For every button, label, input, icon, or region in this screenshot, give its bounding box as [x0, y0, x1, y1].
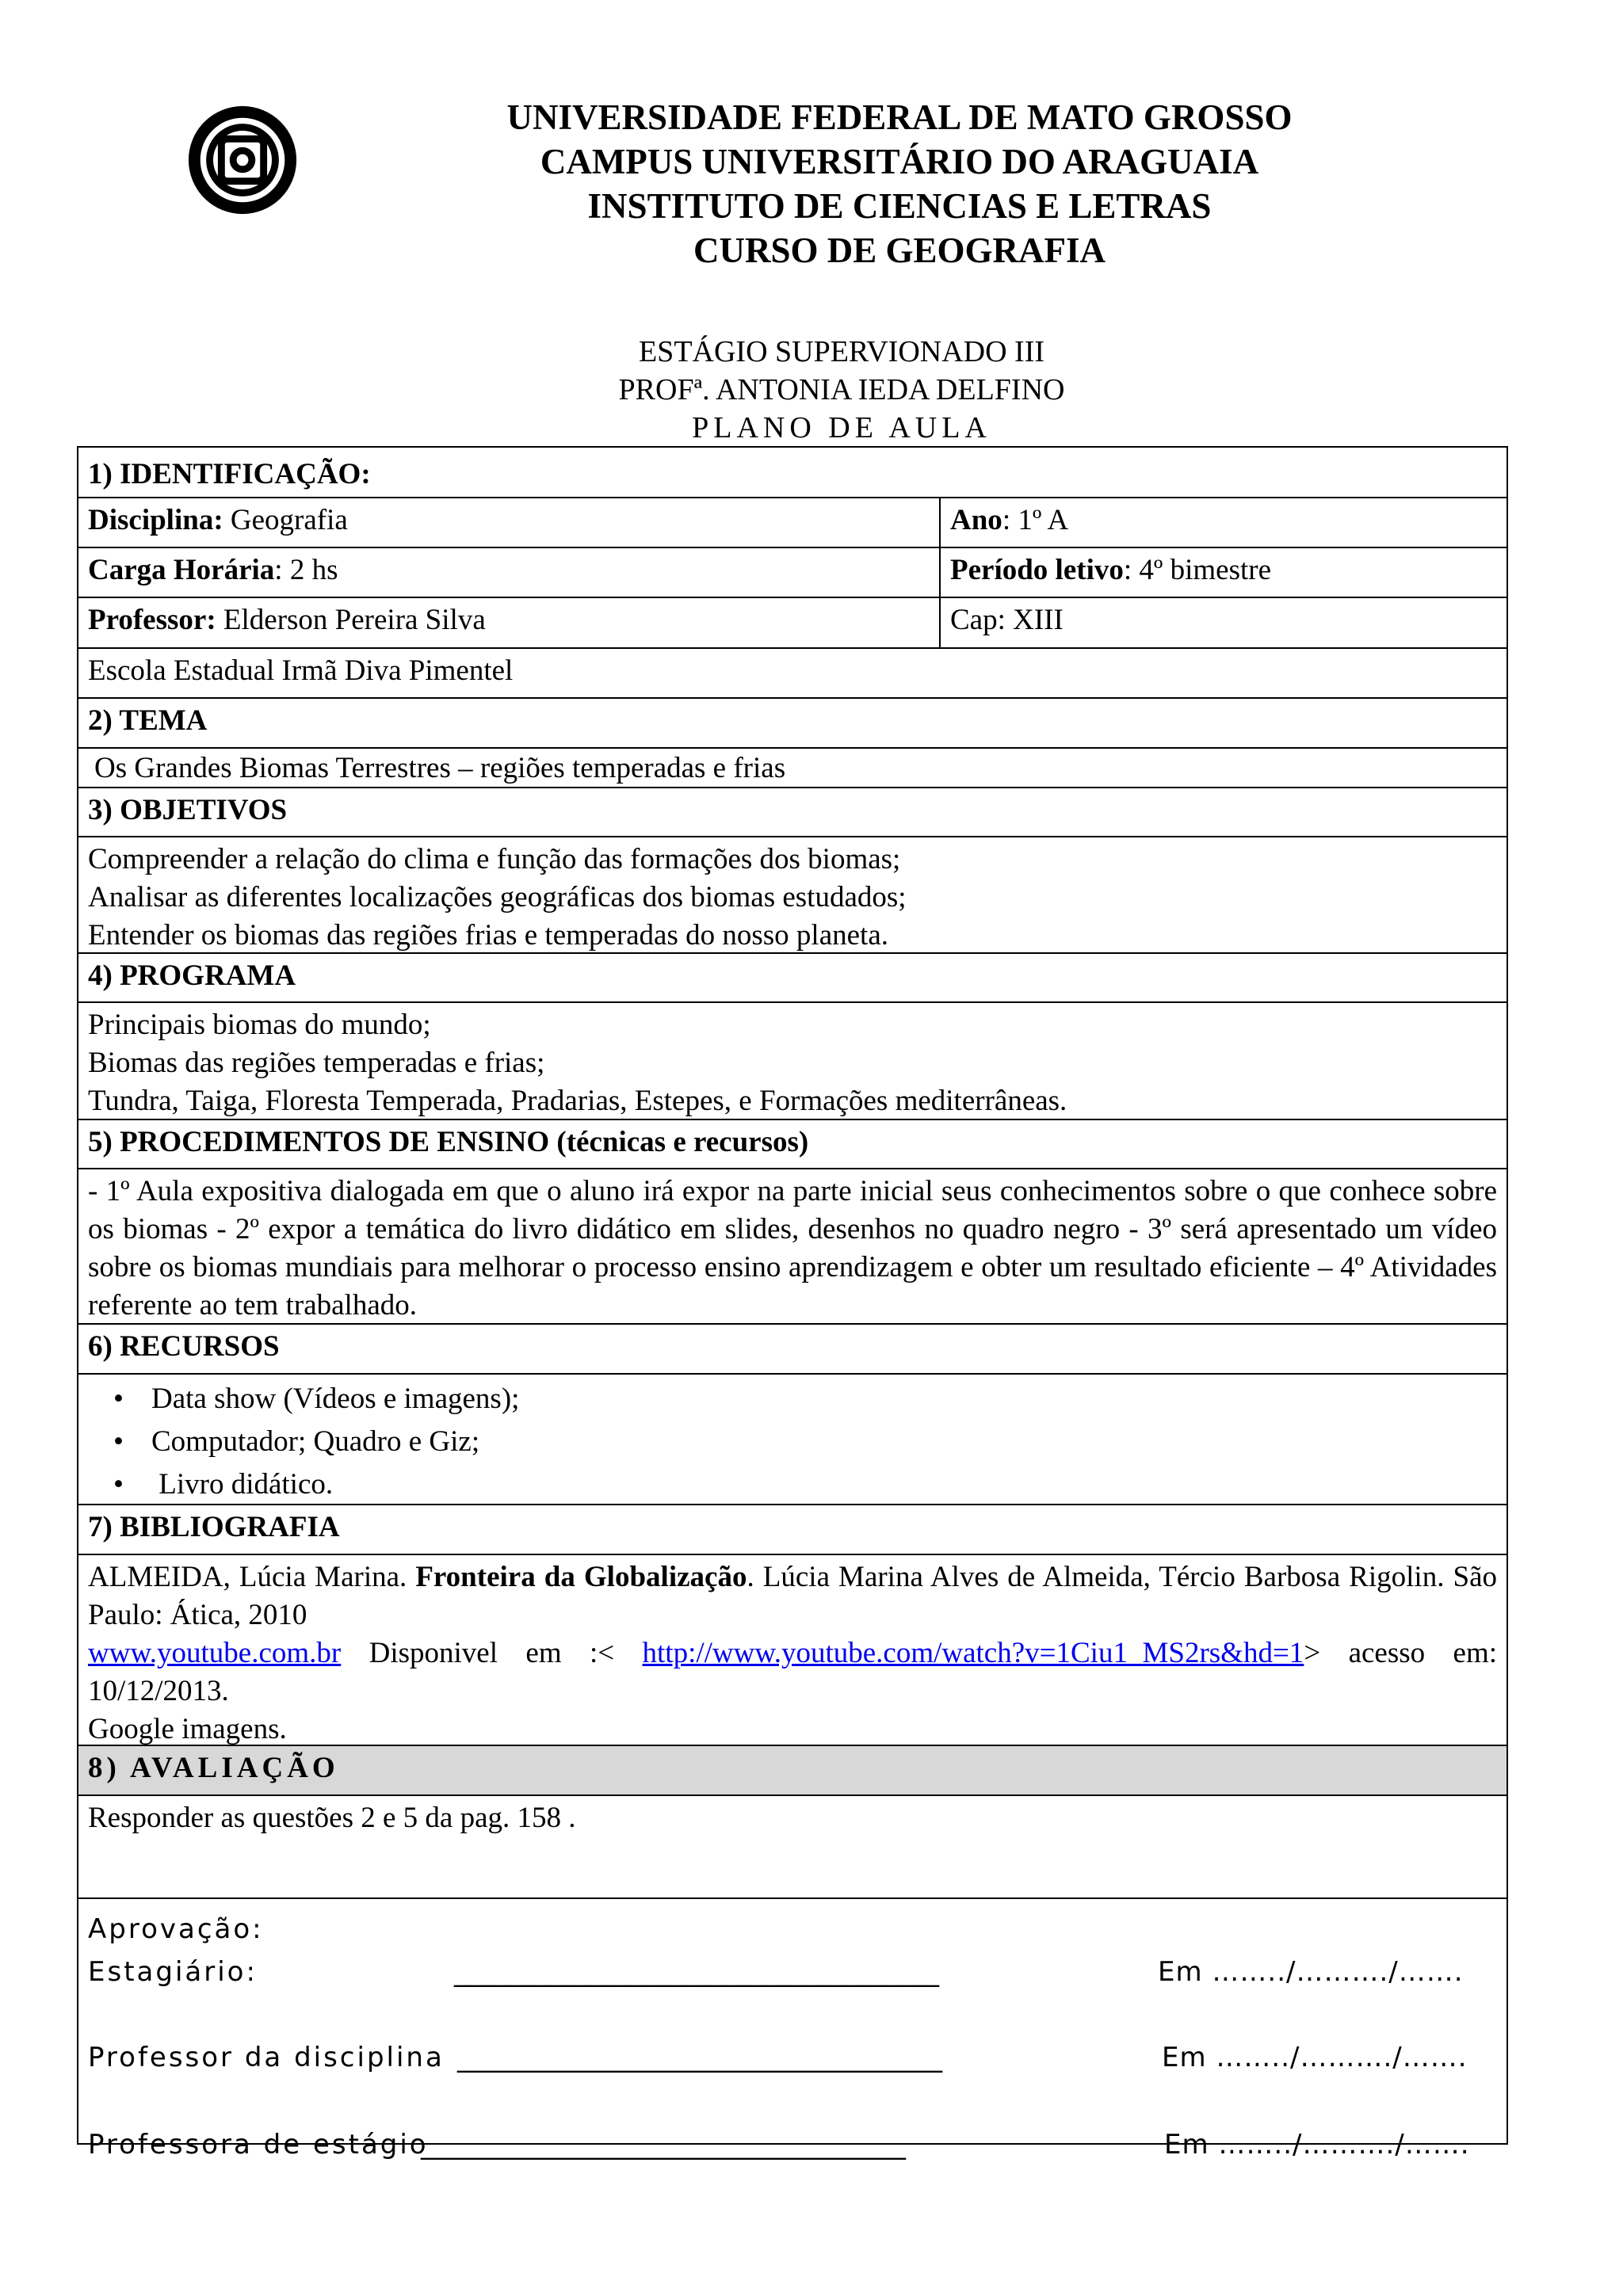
institution-header	[0, 95, 1623, 273]
signature-date[interactable]: Em ……../………./…….	[1158, 1956, 1464, 1988]
periodo-cell: Período letivo: 4º bimestre	[950, 554, 1272, 586]
programa-item: Tundra, Taiga, Floresta Temperada, Pradarias, Estepes, e Formações mediterrâneas.	[88, 1085, 1067, 1117]
signature-date[interactable]: Em ……../………./…….	[1164, 2129, 1470, 2161]
row-carga-periodo	[78, 548, 1507, 598]
signature-date[interactable]: Em ……../………./…….	[1162, 2042, 1468, 2073]
section-bibliografia-title: 7) BIBLIOGRAFIA	[78, 1505, 1507, 1555]
school-name: Escola Estadual Irmã Diva Pimentel	[78, 649, 1507, 699]
signature-row-professor	[88, 2039, 1497, 2126]
signature-label: Professor da disciplina	[88, 2042, 445, 2073]
ano-cell: Ano: 1º A	[950, 504, 1069, 536]
recursos-list	[78, 1375, 1507, 1505]
signature-line[interactable]: ____________________________________	[457, 2042, 942, 2073]
row-professor-cap	[78, 598, 1507, 649]
approval-title: Aprovação:	[88, 1913, 264, 1945]
recurso-item: • Computador; Quadro e Giz;	[151, 1421, 1497, 1463]
signature-row-estagiario	[88, 1953, 1497, 2039]
signature-row-estagio	[88, 2126, 1497, 2173]
procedimentos-text: - 1º Aula expositiva dialogada em que o aluno irá expor na parte inicial seus conhecimentos sobre o que conhece sobre os biomas - 2º expor a temática do livro didático em slides, desenhos no quadro negro - 3º será apresentado um vídeo sobre os biomas mundiais para melhorar o processo ensino aprendizagem e obter um resultado eficiente – 4º Atividades referente ao tem trabalhado.	[78, 1169, 1507, 1325]
bibliografia-ref-video: www.youtube.com.br Disponivel em :< http://www.youtube.com/watch?v=1Ciu1_MS2rs&hd=1> acesso em: 10/12/2013.	[88, 1637, 1498, 1707]
section-avaliacao-title: 8) AVALIAÇÃO	[78, 1746, 1507, 1796]
signature-label: Professora de estágio	[88, 2129, 429, 2161]
section-objetivos-title: 3) OBJETIVOS	[78, 788, 1507, 837]
header-line-institute: INSTITUTO DE CIENCIAS E LETRAS	[587, 186, 1212, 226]
course-name: ESTÁGIO SUPERVIONADO III	[638, 335, 1045, 368]
bibliografia-ref-book: ALMEIDA, Lúcia Marina. Fronteira da Globalização. Lúcia Marina Alves de Almeida, Tércio Barbosa Rigolin. São Paulo: Ática, 2010	[88, 1561, 1498, 1631]
document-type: PLANO DE AULA	[692, 411, 991, 444]
tema-text: Os Grandes Biomas Terrestres – regiões temperadas e frias	[78, 749, 1507, 788]
recurso-item: • Livro didático.	[151, 1463, 1497, 1506]
section-procedimentos-title: 5) PROCEDIMENTOS DE ENSINO (técnicas e recursos)	[78, 1120, 1507, 1169]
signature-line[interactable]: ____________________________________	[421, 2129, 906, 2161]
youtube-link[interactable]: www.youtube.com.br	[88, 1637, 342, 1669]
professor-name: PROFª. ANTONIA IEDA DELFINO	[618, 373, 1065, 406]
header-line-campus: CAMPUS UNIVERSITÁRIO DO ARAGUAIA	[540, 142, 1259, 181]
bibliografia-ref-images: Google imagens.	[88, 1713, 287, 1745]
avaliacao-text: Responder as questões 2 e 5 da pag. 158 .	[78, 1796, 1507, 1899]
objetivo-item: Compreender a relação do clima e função das formações dos biomas;	[88, 843, 901, 875]
row-disciplina-ano	[78, 498, 1507, 548]
cap-cell: Cap: XIII	[950, 604, 1064, 636]
signature-label: Estagiário:	[88, 1956, 258, 1988]
objetivos-list	[78, 837, 1507, 954]
recurso-item: • Data show (Vídeos e imagens);	[151, 1378, 1497, 1421]
document-subheader	[0, 333, 1623, 447]
section-identification-title: 1) IDENTIFICAÇÃO:	[78, 448, 1507, 498]
carga-cell: Carga Horária: 2 hs	[78, 548, 941, 597]
signature-line[interactable]: ____________________________________	[454, 1956, 939, 1988]
approval-section	[78, 1899, 1507, 2161]
objetivo-item: Entender os biomas das regiões frias e temperadas do nosso planeta.	[88, 919, 889, 952]
programa-item: Biomas das regiões temperadas e frias;	[88, 1047, 545, 1079]
header-line-university: UNIVERSIDADE FEDERAL DE MATO GROSSO	[506, 97, 1293, 137]
disciplina-cell: Disciplina: Geografia	[78, 498, 941, 547]
video-link[interactable]: http://www.youtube.com/watch?v=1Ciu1_MS2rs&hd=1	[642, 1637, 1304, 1669]
professor-cell: Professor: Elderson Pereira Silva	[78, 598, 941, 647]
section-tema-title: 2) TEMA	[78, 699, 1507, 749]
programa-list	[78, 1003, 1507, 1120]
section-recursos-title: 6) RECURSOS	[78, 1325, 1507, 1375]
section-programa-title: 4) PROGRAMA	[78, 954, 1507, 1003]
lesson-plan-form	[77, 446, 1508, 2161]
header-line-course: CURSO DE GEOGRAFIA	[693, 231, 1106, 270]
bibliografia-refs	[78, 1555, 1507, 1746]
programa-item: Principais biomas do mundo;	[88, 1009, 431, 1041]
objetivo-item: Analisar as diferentes localizações geográficas dos biomas estudados;	[88, 881, 907, 913]
